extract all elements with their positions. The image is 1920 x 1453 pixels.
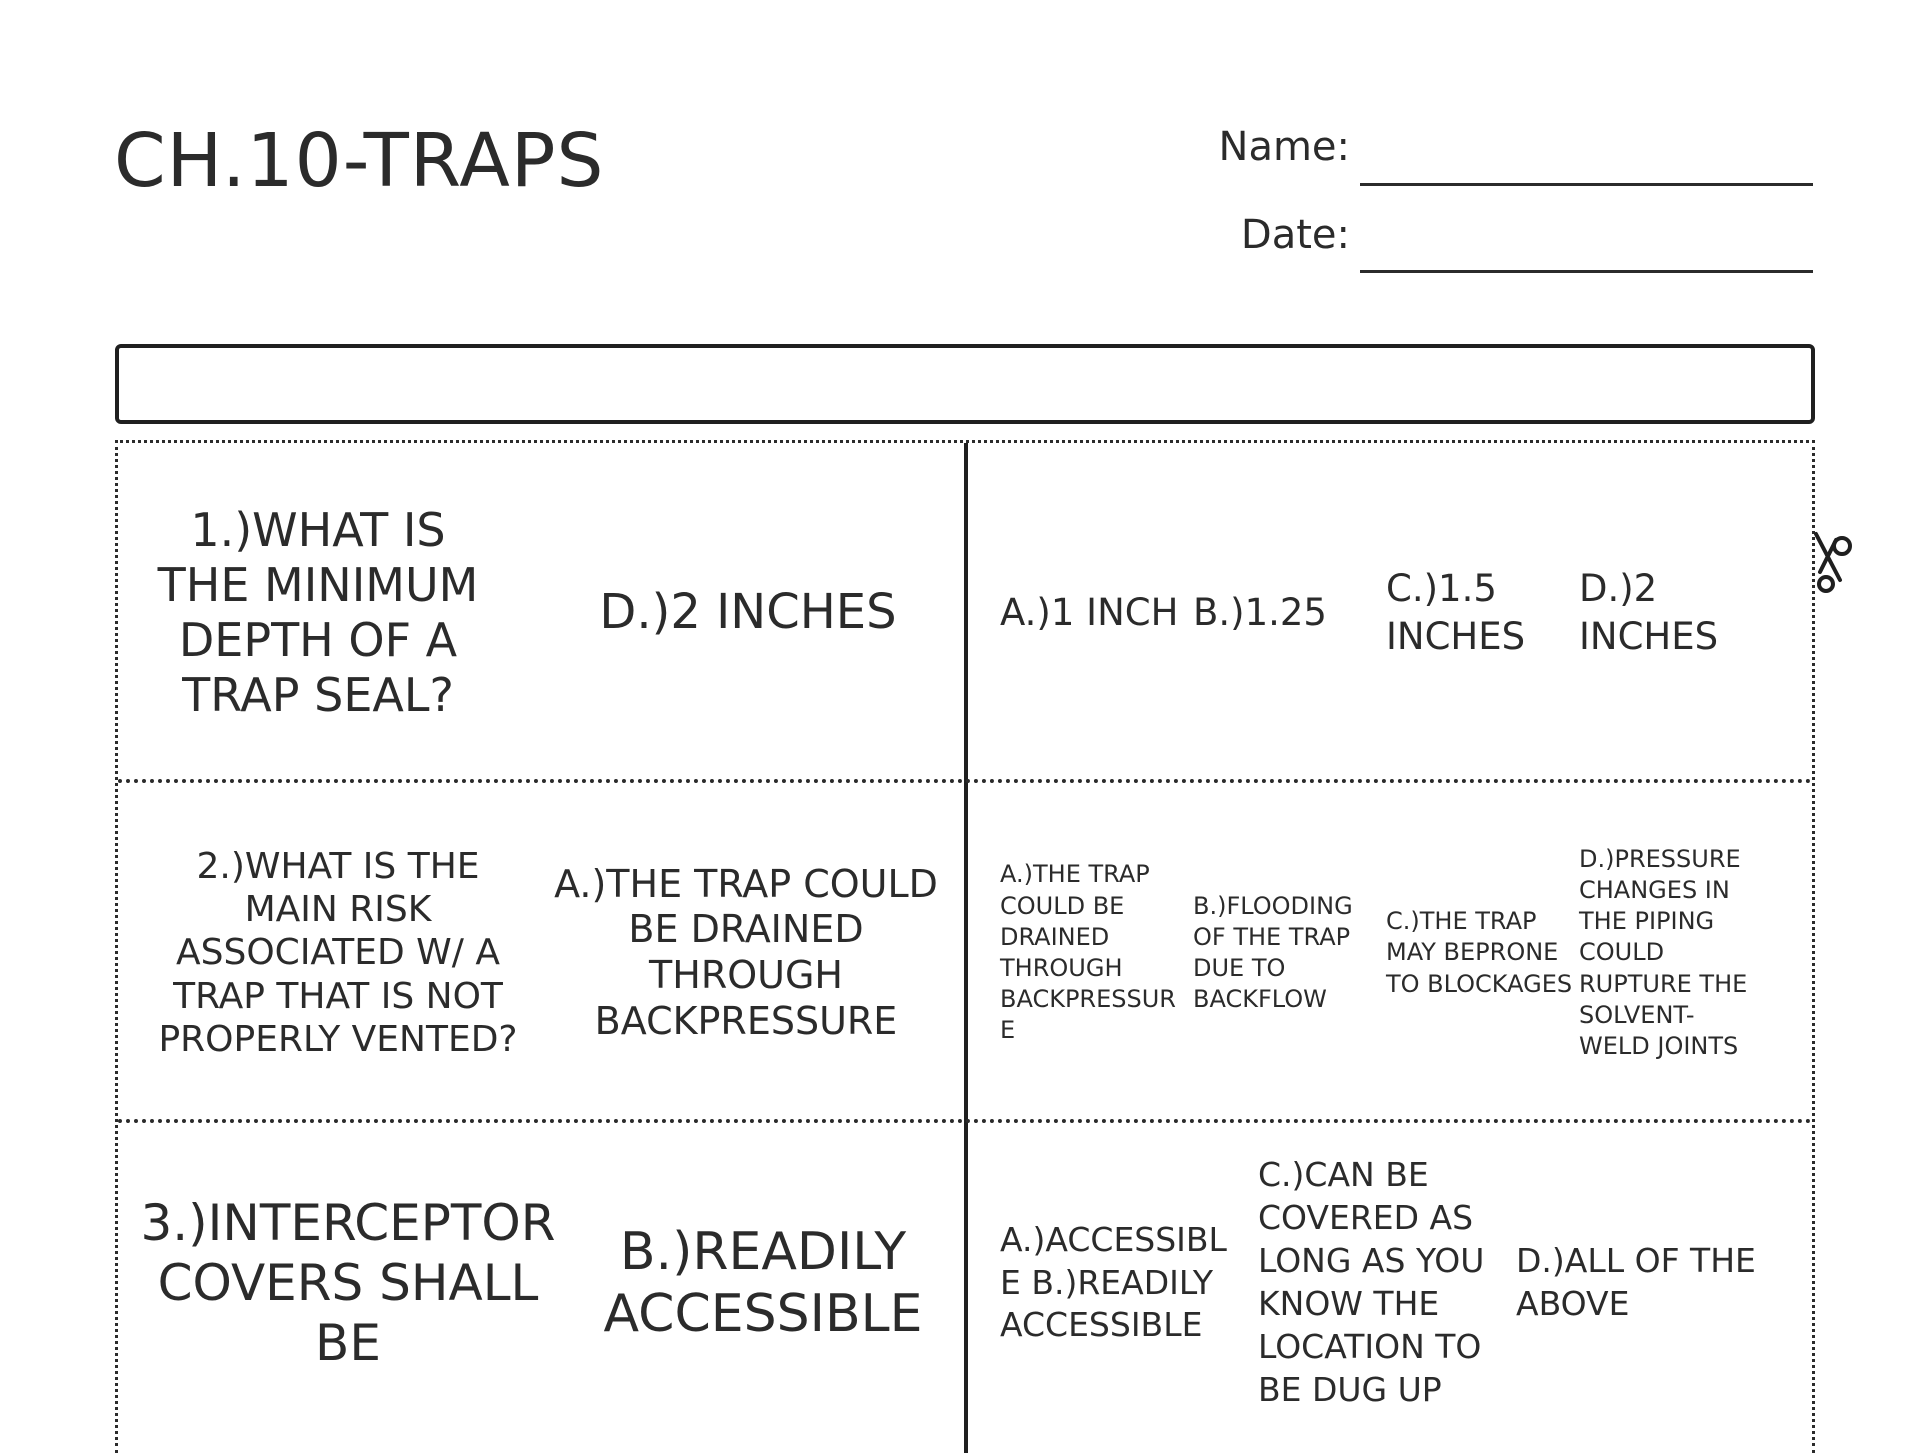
answer-3: B.)READILY ACCESSIBLE bbox=[603, 1221, 923, 1344]
answer-1: D.)2 INCHES bbox=[599, 584, 897, 641]
answer-2: A.)THE TRAP COULD BE DRAINED THROUGH BACKPRESSURE bbox=[554, 861, 938, 1043]
scissors-icon bbox=[1806, 530, 1858, 594]
option-3c: C.)CAN BE COVERED AS LONG AS YOU KNOW THE LOCATION TO BE DUG UP bbox=[1258, 1155, 1485, 1409]
name-field-line[interactable] bbox=[1360, 183, 1813, 186]
worksheet-title: CH.10-TRAPS bbox=[114, 118, 605, 204]
question-3: 3.)INTERCEPTOR COVERS SHALL BE bbox=[140, 1194, 556, 1372]
question-1: 1.)WHAT IS THE MINIMUM DEPTH OF A TRAP SEAL? bbox=[157, 502, 479, 723]
name-label: Name: bbox=[1218, 124, 1350, 170]
date-field-line[interactable] bbox=[1360, 270, 1813, 273]
date-label: Date: bbox=[1240, 212, 1350, 258]
cut-line bbox=[118, 1119, 1812, 1123]
option-1d: D.)2 INCHES bbox=[1579, 566, 1719, 658]
blank-input-box[interactable] bbox=[115, 344, 1815, 424]
option-1b: B.)1.25 bbox=[1193, 590, 1327, 634]
option-1c: C.)1.5 INCHES bbox=[1386, 566, 1526, 658]
option-2c: C.)THE TRAP MAY BEPRONE TO BLOCKAGES bbox=[1386, 907, 1573, 998]
option-3a: A.)ACCESSIBLE B.)READILY ACCESSIBLE bbox=[1000, 1219, 1227, 1345]
option-3d: D.)ALL OF THE ABOVE bbox=[1516, 1241, 1756, 1323]
fold-line bbox=[964, 443, 968, 1453]
option-2a: A.)THE TRAP COULD BE DRAINED THROUGH BACKPRESSURE bbox=[1000, 860, 1176, 1045]
question-2: 2.)WHAT IS THE MAIN RISK ASSOCIATED W/ A TRAP THAT IS NOT PROPERLY VENTED? bbox=[158, 846, 518, 1060]
option-1a: A.)1 INCH bbox=[1000, 590, 1179, 634]
flashcard-grid bbox=[115, 440, 1815, 1453]
cut-line bbox=[118, 779, 1812, 783]
option-2d: D.)PRESSURE CHANGES IN THE PIPING COULD RUPTURE THE SOLVENT-WELD JOINTS bbox=[1579, 844, 1748, 1060]
option-2b: B.)FLOODING OF THE TRAP DUE TO BACKFLOW bbox=[1193, 891, 1353, 1014]
